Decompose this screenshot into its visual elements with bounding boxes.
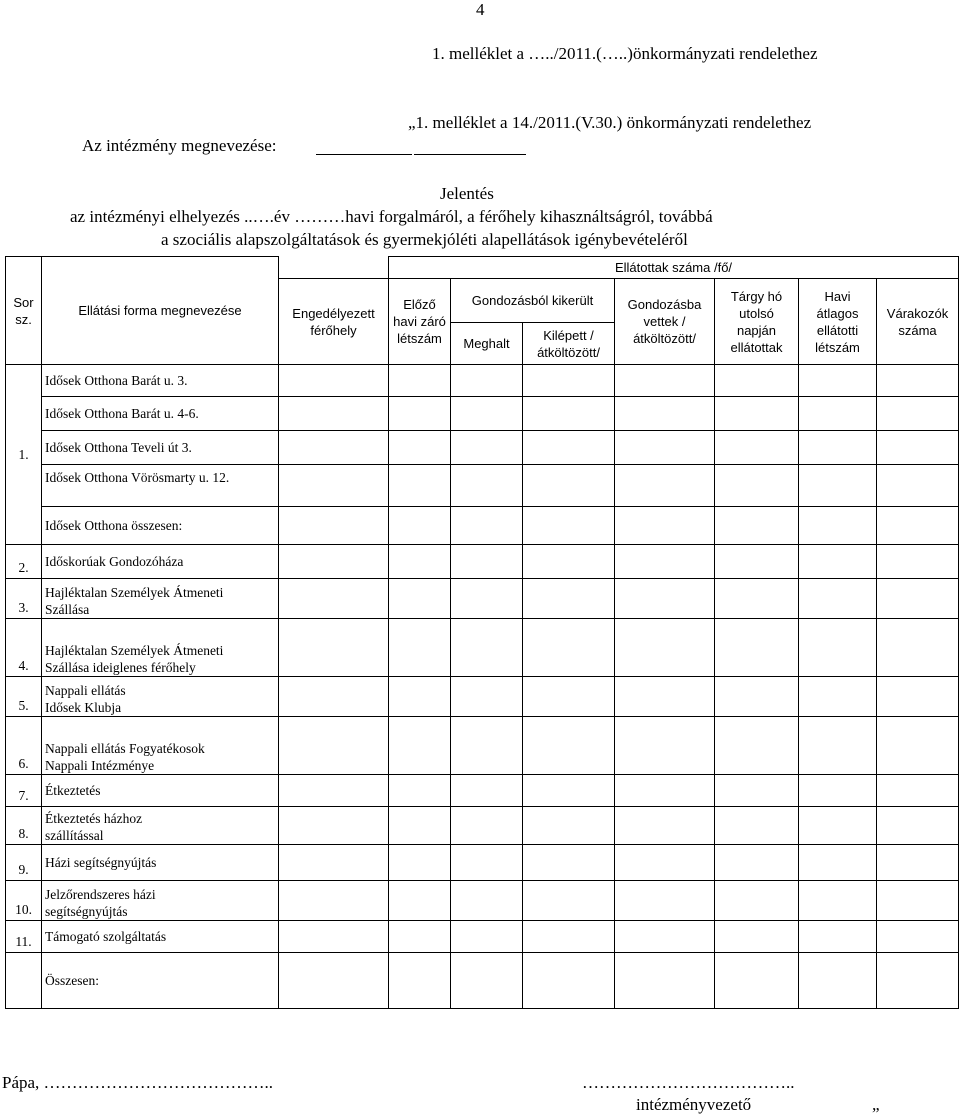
header-licensed: Engedélyezett férőhely: [279, 279, 389, 365]
page-number: 4: [476, 0, 485, 19]
group-1-number: 1.: [6, 365, 42, 545]
table-row-label: Idősek Otthona összesen:: [42, 507, 279, 545]
header-monthly-avg: Havi átlagos ellátotti létszám: [799, 279, 877, 365]
institution-name-line-2: [414, 154, 526, 155]
table-row-label: Idősek Otthona Teveli út 3.: [42, 431, 279, 465]
report-subtitle-1: az intézményi elhelyezés ..….év ………havi forgalmáról, a férőhely kihasználtságról, továbbá: [70, 207, 713, 226]
table-row-label: Idősek Otthona Barát u. 3.: [42, 365, 279, 397]
header-waiting: Várakozók száma: [877, 279, 959, 365]
table-row-label: Idősek Otthona Vörösmarty u. 12.: [42, 465, 279, 507]
header-cared-group: Ellátottak száma /fő/: [389, 257, 959, 279]
table-row: 10. Jelzőrendszeres házi segítségnyújtás: [6, 881, 959, 921]
table-row: 5. Nappali ellátás Idősek Klubja: [6, 677, 959, 717]
table-row: 9. Házi segítségnyújtás: [6, 845, 959, 881]
header-form-name: Ellátási forma megnevezése: [42, 257, 279, 365]
table-row: 3. Hajléktalan Személyek Átmeneti Szállása: [6, 579, 959, 619]
report-subtitle-2: a szociális alapszolgáltatások és gyermekjóléti alapellátások igénybevételéről: [161, 230, 688, 249]
header-admitted: Gondozásba vettek /átköltözött/: [615, 279, 715, 365]
closing-quote: „: [872, 1095, 880, 1114]
annex-reference-2: „1. melléklet a 14./2011.(V.30.) önkormányzati rendelethez: [408, 113, 812, 132]
institution-name-line-1: [316, 154, 412, 155]
header-prev-month: Előző havi záró létszám: [389, 279, 451, 365]
report-table: [5, 256, 959, 1009]
total-label: Összesen:: [42, 953, 279, 1009]
signature-line: ………………………………..: [582, 1073, 795, 1092]
table-row: 11. Támogató szolgáltatás: [6, 921, 959, 953]
signatory-title: intézményvezető: [636, 1095, 752, 1114]
table-row-label: Idősek Otthona Barát u. 4-6.: [42, 397, 279, 431]
table-row: 2. Időskorúak Gondozóháza: [6, 545, 959, 579]
annex-reference-1: 1. melléklet a …../2011.(…..)önkormányzati rendelethez: [432, 44, 818, 63]
table-row: 8. Étkeztetés házhoz szállítással: [6, 807, 959, 845]
institution-name-label: Az intézmény megnevezése:: [82, 136, 277, 155]
header-moved-out: Kilépett /átköltözött/: [523, 323, 615, 365]
table-row: 6. Nappali ellátás Fogyatékosok Nappali Intézménye: [6, 717, 959, 775]
report-title: Jelentés: [440, 184, 494, 203]
header-month-end: Tárgy hó utolsó napján ellátottak: [715, 279, 799, 365]
header-row-no: Sor sz.: [6, 257, 42, 365]
table-row: 4. Hajléktalan Személyek Átmeneti Szállása ideiglenes férőhely: [6, 619, 959, 677]
header-left-care: Gondozásból kikerült: [451, 279, 615, 323]
table-row: 7. Étkeztetés: [6, 775, 959, 807]
header-died: Meghalt: [451, 323, 523, 365]
footer-place: Pápa, …………………………………..: [2, 1073, 274, 1092]
